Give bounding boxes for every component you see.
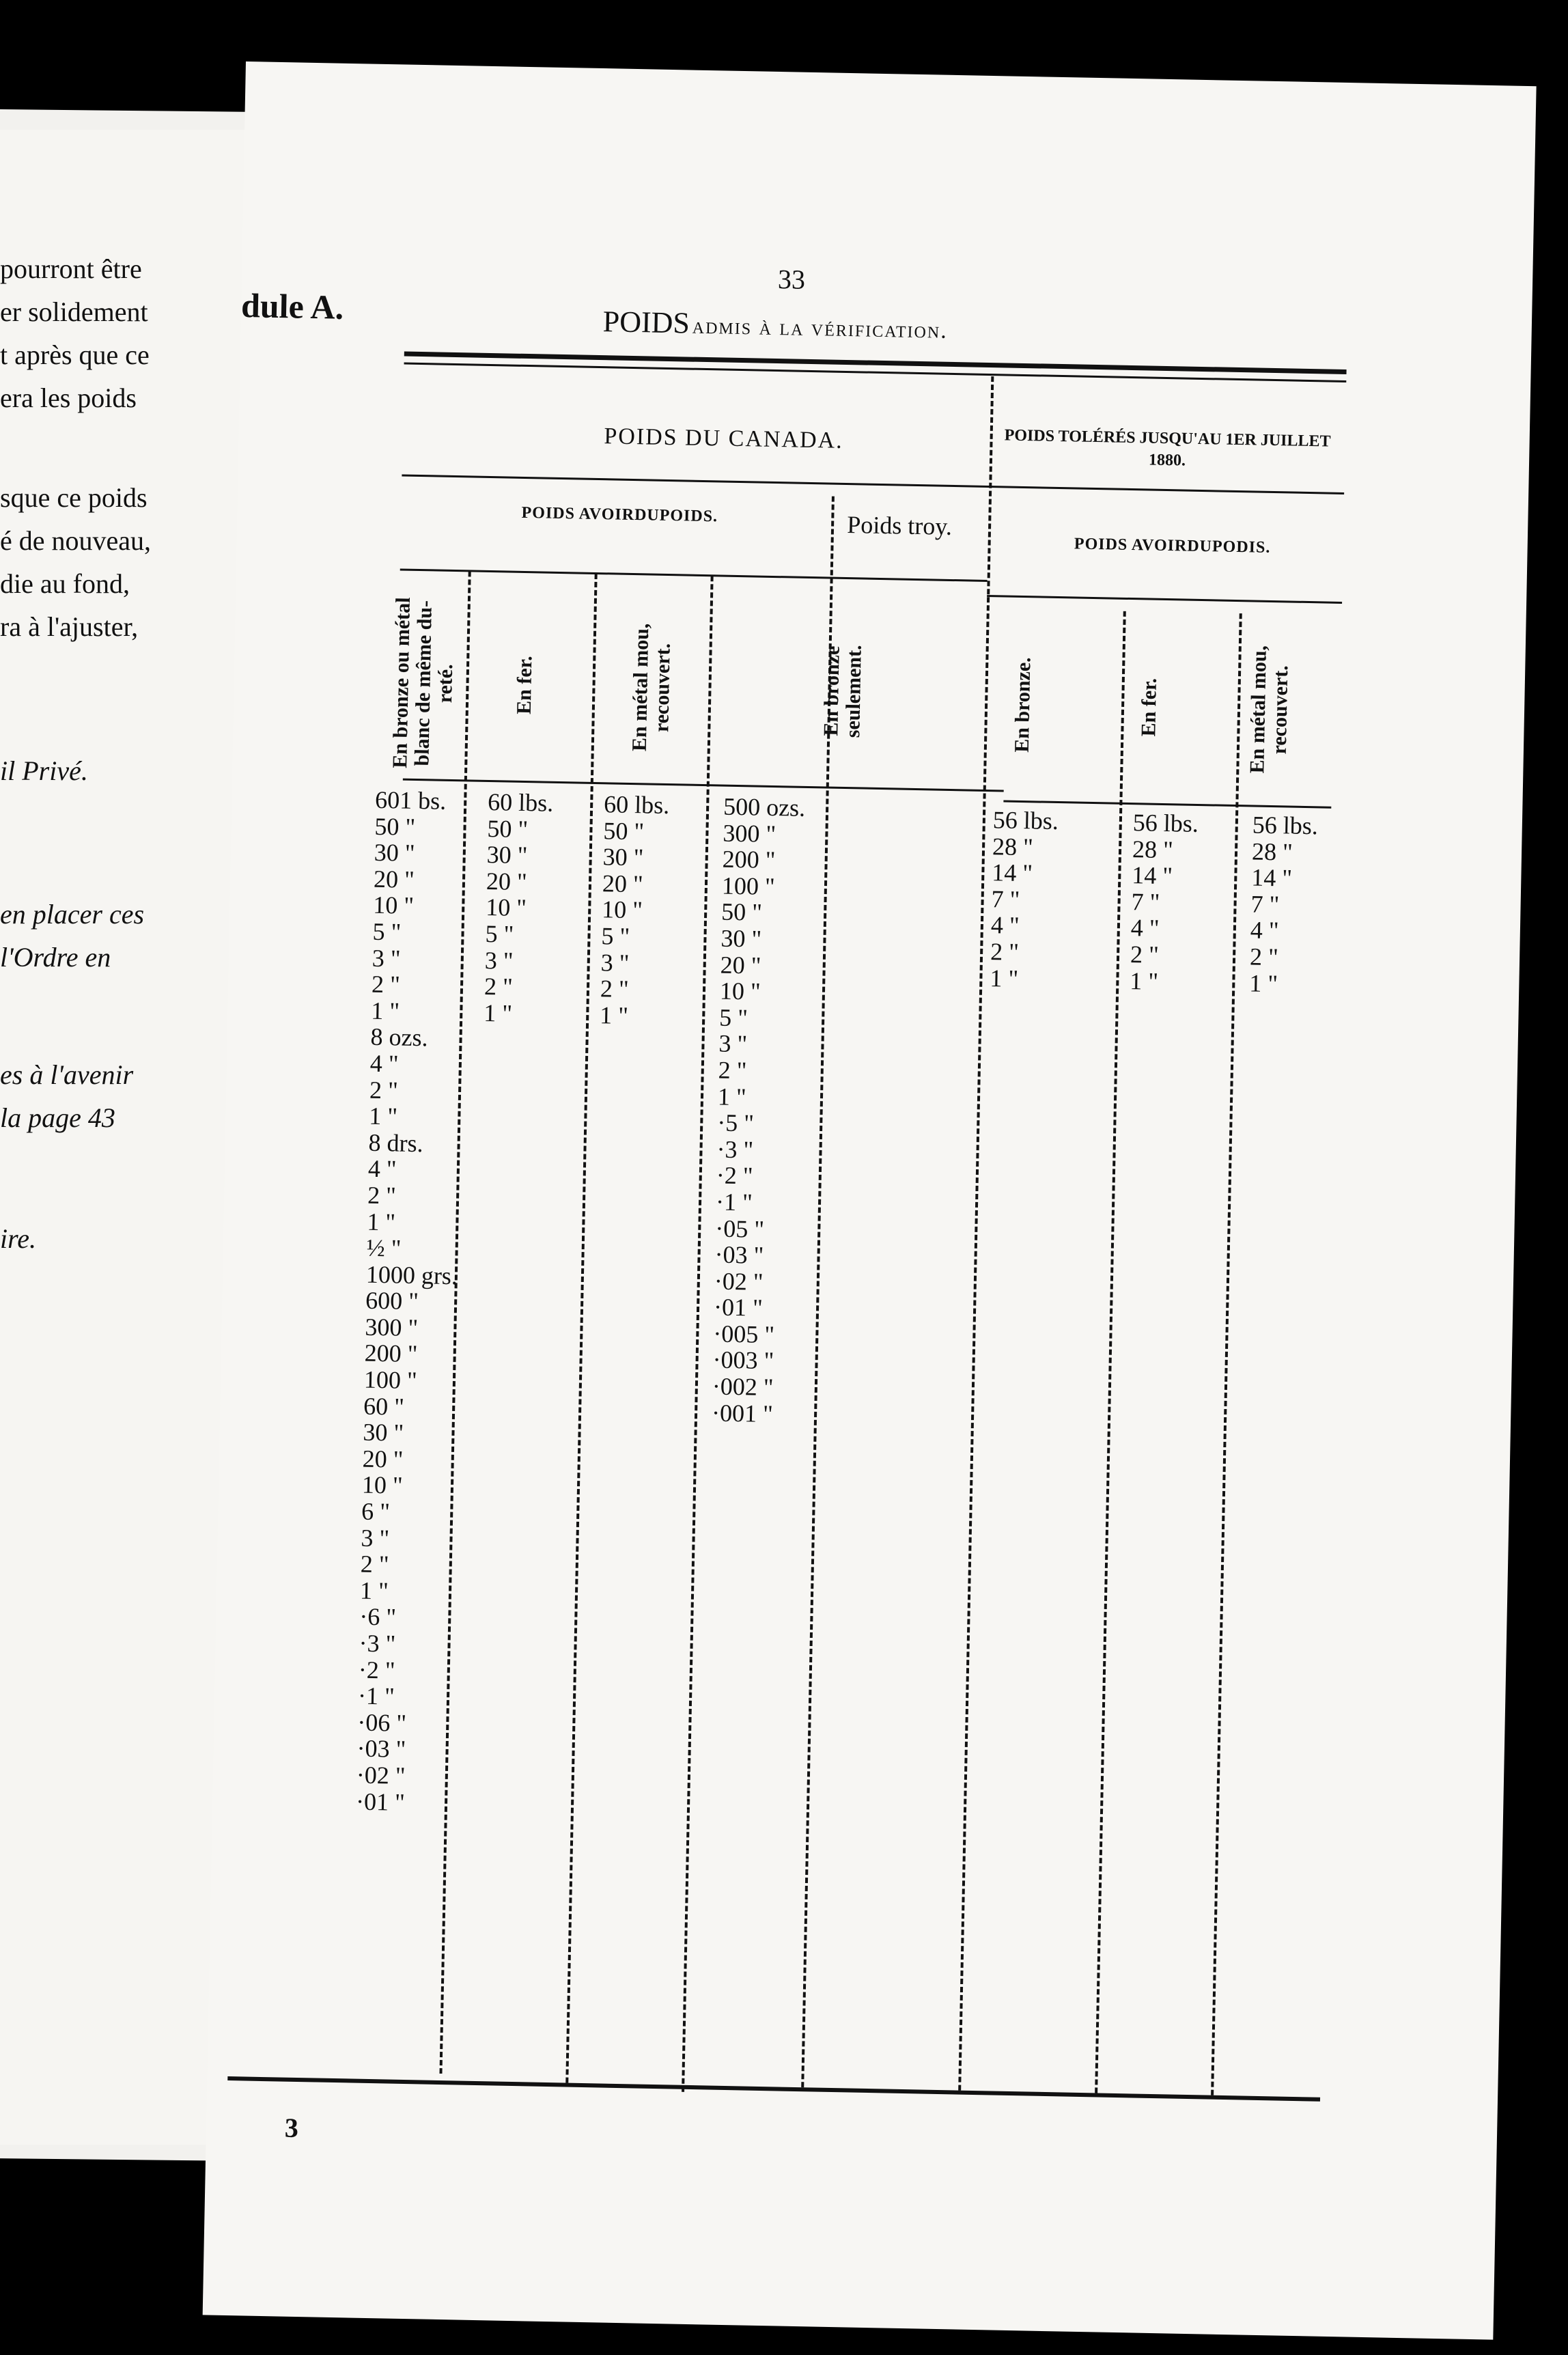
column-value: 10 " xyxy=(601,895,643,924)
column-value: ·02 " xyxy=(714,1267,764,1296)
data-column xyxy=(600,791,700,1030)
column-value: 1 " xyxy=(990,964,1019,992)
left-text-line: en placer ces xyxy=(0,899,145,930)
column-value: 600 " xyxy=(365,1286,419,1315)
page-number: 33 xyxy=(777,264,806,295)
page-title xyxy=(602,304,948,346)
column-value: 28 " xyxy=(1132,835,1174,863)
column-value: 30 " xyxy=(486,841,528,869)
sub-rule xyxy=(400,568,988,582)
column-header: En fer. xyxy=(1137,678,1161,737)
column-value: 7 " xyxy=(1250,890,1280,919)
title-rule-thin xyxy=(404,363,1347,382)
column-value: ·005 " xyxy=(712,1320,775,1349)
left-text-line: l'Ordre en xyxy=(0,942,111,973)
column-value: 2 " xyxy=(484,973,514,1001)
column-value: 60 " xyxy=(363,1392,405,1421)
column-value: 56 lbs. xyxy=(1252,811,1319,840)
column-value: 200 " xyxy=(722,845,776,874)
column-value: 5 " xyxy=(372,917,402,946)
column-value: 3 " xyxy=(361,1524,390,1552)
column-value: 1 " xyxy=(367,1208,396,1236)
left-text-line: t après que ce xyxy=(0,339,150,370)
column-value: 50 " xyxy=(720,897,763,927)
column-value: ·003 " xyxy=(712,1346,774,1375)
column-value: 14 " xyxy=(1131,861,1173,890)
column-value: 3 " xyxy=(484,946,514,975)
document-page xyxy=(203,61,1537,2340)
column-value: ·3 " xyxy=(716,1135,754,1164)
column-value: ·5 " xyxy=(716,1109,755,1137)
column-value: 10 " xyxy=(361,1471,404,1500)
column-value: 60 lbs. xyxy=(487,788,554,817)
column-value: 5 " xyxy=(485,919,514,948)
column-value: 50 " xyxy=(603,816,645,845)
left-text-line: ire. xyxy=(0,1223,36,1254)
column-value: 4 " xyxy=(367,1155,397,1183)
column-value: 20 " xyxy=(373,865,415,893)
bottom-rule xyxy=(227,2076,1320,2102)
column-value: ·002 " xyxy=(712,1372,774,1402)
left-text-line: il Privé. xyxy=(0,755,88,786)
left-text-line: die au fond, xyxy=(0,568,130,599)
column-value: 30 " xyxy=(602,843,644,872)
column-value: 50 " xyxy=(487,814,529,843)
column-value: 500 ozs. xyxy=(723,792,806,822)
column-value: 60 lbs. xyxy=(603,790,670,820)
column-value: 300 " xyxy=(365,1313,419,1342)
column-value: 2 " xyxy=(990,938,1020,966)
left-text-line: ra à l'ajuster, xyxy=(0,611,139,642)
data-column xyxy=(1130,809,1229,996)
column-value: ·1 " xyxy=(715,1188,753,1216)
column-value: 10 " xyxy=(372,891,415,920)
column-value: 20 " xyxy=(602,869,644,898)
column-value: 5 " xyxy=(718,1003,748,1032)
column-value: 10 " xyxy=(485,893,527,922)
left-text-line: es à l'avenir xyxy=(0,1059,134,1090)
group-header-tolerated: POIDS TOLÉRÉS JUSQU'AU 1ER JUILLET 1880. xyxy=(1004,426,1331,470)
column-header: En métal mou, recouvert. xyxy=(628,623,675,752)
data-column xyxy=(990,807,1095,993)
column-value: 1 " xyxy=(1248,969,1278,997)
left-text-line: sque ce poids xyxy=(0,482,148,513)
column-value: 14 " xyxy=(1250,863,1293,892)
column-value: ·01 " xyxy=(713,1293,764,1322)
column-value: 601 bs. xyxy=(374,785,447,815)
column-value: 30 " xyxy=(374,839,415,867)
column-value: 4 " xyxy=(1130,914,1160,943)
column-value: 1 " xyxy=(483,999,513,1027)
column-value: 56 lbs. xyxy=(1132,809,1199,837)
column-header: En bronze. xyxy=(1010,656,1035,753)
column-value: 8 drs. xyxy=(368,1128,424,1157)
column-value: ·3 " xyxy=(359,1629,396,1658)
column-value: 50 " xyxy=(374,812,416,841)
group-rule xyxy=(402,474,1344,494)
column-value: 100 " xyxy=(363,1365,418,1395)
column-value: 1 " xyxy=(717,1083,747,1111)
footer-signature-number: 3 xyxy=(284,2112,299,2144)
column-value: 14 " xyxy=(992,859,1033,887)
column-value: ½ " xyxy=(366,1234,402,1262)
column-value: 3 " xyxy=(600,948,630,977)
column-header: En métal mou, recouvert. xyxy=(1246,645,1293,774)
column-value: ·1 " xyxy=(357,1682,395,1710)
sub-rule-right xyxy=(987,595,1342,604)
left-text-line: la page 43 xyxy=(0,1102,115,1133)
sub-header-troy: Poids troy. xyxy=(846,511,953,540)
column-value: 4 " xyxy=(990,911,1020,940)
column-value: 6 " xyxy=(361,1497,391,1526)
column-value: 2 " xyxy=(1249,943,1279,971)
title-rest: admis à la vérification. xyxy=(692,313,949,344)
column-value: ·05 " xyxy=(714,1214,765,1243)
column-value: 8 ozs. xyxy=(370,1023,428,1052)
column-header: En bronze ou métal blanc de même du-reté. xyxy=(389,597,458,768)
column-value: ·2 " xyxy=(358,1656,395,1684)
column-value: 7 " xyxy=(1131,887,1160,916)
column-value: 5 " xyxy=(601,922,630,950)
column-value: 2 " xyxy=(367,1181,397,1210)
schedule-label: dule A. xyxy=(240,285,344,326)
data-column xyxy=(484,789,584,1028)
left-text-line: pourront être xyxy=(0,253,142,284)
column-value: ·6 " xyxy=(359,1603,397,1632)
column-value: 1 " xyxy=(369,1102,398,1130)
left-text-line: é de nouveau, xyxy=(0,525,152,556)
column-value: 2 " xyxy=(371,970,401,999)
left-text-line: era les poids xyxy=(0,382,137,413)
column-value: 30 " xyxy=(363,1418,404,1447)
column-header: En bronze seulement. xyxy=(820,645,866,738)
column-value: 3 " xyxy=(718,1029,748,1058)
column-value: 20 " xyxy=(720,951,761,979)
left-text-line: er solidement xyxy=(0,296,148,327)
column-value: ·02 " xyxy=(356,1761,406,1789)
column-value: 28 " xyxy=(1251,837,1293,866)
column-value: 1 " xyxy=(370,997,400,1025)
column-value: 2 " xyxy=(718,1056,747,1085)
data-column xyxy=(1249,812,1348,999)
sub-header-avoirdupodis: POIDS AVOIRDUPODIS. xyxy=(1074,535,1271,557)
column-value: 20 " xyxy=(486,867,528,895)
column-rule xyxy=(958,376,994,2091)
column-value: 30 " xyxy=(720,924,762,953)
column-value: 2 " xyxy=(360,1550,389,1578)
data-column xyxy=(712,794,891,1430)
column-value: 4 " xyxy=(369,1049,399,1078)
sub-header-avoirdupoids: POIDS AVOIRDUPOIDS. xyxy=(521,503,718,526)
column-value: 200 " xyxy=(364,1339,418,1368)
column-value: ·01 " xyxy=(355,1787,406,1816)
column-value: 2 " xyxy=(369,1076,399,1104)
column-value: ·001 " xyxy=(711,1399,774,1427)
column-value: 20 " xyxy=(362,1445,404,1473)
group-header-canada: POIDS DU CANADA. xyxy=(604,423,844,454)
column-value: ·03 " xyxy=(356,1734,406,1764)
title-main: POIDS xyxy=(602,305,690,340)
column-value: 10 " xyxy=(719,977,761,1005)
column-value: 56 lbs. xyxy=(992,806,1059,835)
column-value: 3 " xyxy=(372,944,401,973)
column-value: ·06 " xyxy=(356,1708,407,1737)
column-value: 1000 grs. xyxy=(365,1260,458,1290)
column-value: 4 " xyxy=(1250,916,1279,945)
column-value: 2 " xyxy=(1130,940,1160,969)
column-value: 100 " xyxy=(721,872,776,900)
column-value: 1 " xyxy=(359,1576,389,1605)
column-rule xyxy=(1095,611,1126,2093)
column-value: 1 " xyxy=(1130,966,1159,995)
column-value: 7 " xyxy=(991,884,1020,913)
column-value: 1 " xyxy=(599,1001,629,1029)
column-value: ·2 " xyxy=(716,1161,753,1190)
column-value: 2 " xyxy=(600,975,630,1003)
column-value: 28 " xyxy=(992,832,1034,861)
column-value: ·03 " xyxy=(714,1240,764,1269)
column-header: En fer. xyxy=(512,655,537,715)
column-value: 300 " xyxy=(723,819,776,848)
